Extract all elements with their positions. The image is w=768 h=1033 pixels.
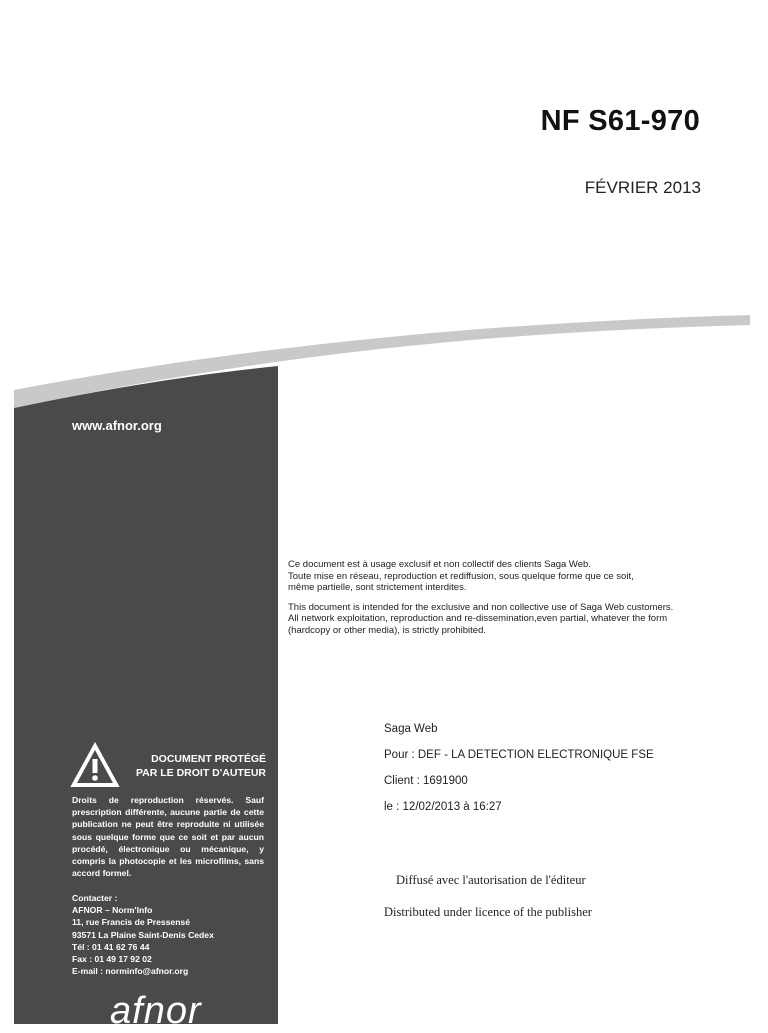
contact-city: 93571 La Plaine Saint-Denis Cedex <box>72 929 214 940</box>
contact-organization: AFNOR – Norm'Info <box>72 905 153 916</box>
warning-triangle-icon <box>70 742 120 788</box>
contact-fax: Fax : 01 49 17 92 02 <box>72 954 152 965</box>
reproduction-rights-text: Droits de reproduction réservés. Sauf prescription différente, aucune partie de cette publication ne peut être reproduite ni utilisée sous quelque forme que ce soit et par aucun procédé, électronique ou mécanique, y compris la photocopie et les microfilms, sans accord formel. <box>72 795 264 879</box>
usage-notice-fr-line: Ce document est à usage exclusif et non collectif des clients Saga Web. <box>288 559 591 570</box>
afnor-logo: afnor <box>110 990 202 1032</box>
protected-document-title: DOCUMENT PROTÉGÉ PAR LE DROIT D'AUTEUR <box>135 753 266 779</box>
delivery-date: le : 12/02/2013 à 16:27 <box>384 801 502 813</box>
distribution-notice-en: Distributed under licence of the publisher <box>384 905 592 919</box>
usage-notice-fr-line: Toute mise en réseau, reproduction et rediffusion, sous quelque forme que ce soit, <box>288 570 634 582</box>
usage-notice-en-line: All network exploitation, reproduction and re-dissemination,even partial, whatever the form <box>288 613 668 624</box>
usage-notice-en-line: This document is intended for the exclusive and non collective use of Saga Web customers. <box>288 601 674 613</box>
distribution-notice-fr: Diffusé avec l'autorisation de l'éditeur <box>396 873 586 887</box>
recipient-label: Pour : DEF - LA DETECTION ELECTRONIQUE FSE <box>384 749 654 761</box>
document-date: FÉVRIER 2013 <box>584 178 701 197</box>
contact-heading: Contacter : <box>72 893 118 903</box>
source-label: Saga Web <box>384 723 438 735</box>
contact-phone: Tél : 01 41 62 76 44 <box>72 941 150 952</box>
afnor-website-link[interactable]: www.afnor.org <box>72 418 162 433</box>
contact-street: 11, rue Francis de Pressensé <box>72 917 190 928</box>
usage-notice <box>288 559 758 636</box>
usage-notice-en-line: (hardcopy or other media), is strictly prohibited. <box>288 624 486 636</box>
contact-info <box>72 892 267 977</box>
client-number: Client : 1691900 <box>384 775 468 787</box>
document-number: NF S61-970 <box>540 105 700 137</box>
usage-notice-fr-line: même partielle, sont strictement interdites. <box>288 582 467 593</box>
contact-email[interactable]: E-mail : norminfo@afnor.org <box>72 966 189 977</box>
delivery-metadata <box>384 716 654 820</box>
